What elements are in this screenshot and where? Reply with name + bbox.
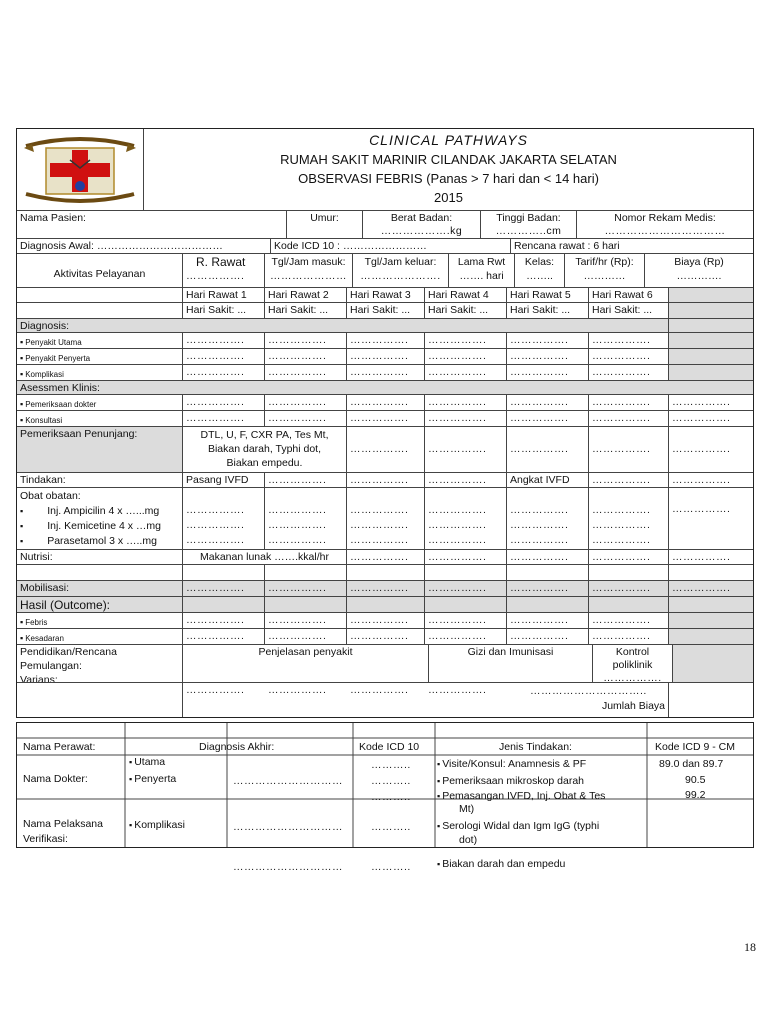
penjelasan-penyakit: Penjelasan penyakit xyxy=(183,645,429,682)
dots-cell[interactable]: ……………. xyxy=(347,613,425,628)
dots-cell: ……………. xyxy=(268,519,327,531)
obat-dots-4[interactable] xyxy=(425,488,507,549)
dots-cell: ……………. xyxy=(428,519,487,531)
tindakan-4-cont: dot) xyxy=(459,834,478,846)
berat-badan-value: ……………….kg xyxy=(380,225,463,237)
dots-cell[interactable]: ……………. xyxy=(589,349,669,364)
dots-cell[interactable]: ……………. xyxy=(347,581,425,596)
dots-cell[interactable]: ……………. xyxy=(265,473,347,487)
jenis-tindakan-label: Jenis Tindakan: xyxy=(499,741,572,753)
penyakit-penyerta-row xyxy=(17,349,753,365)
clinical-pathway-form xyxy=(16,128,754,718)
gizi-imunisasi: Gizi dan Imunisasi xyxy=(429,645,593,682)
dots-cell[interactable]: ……………. xyxy=(183,629,265,644)
mobilisasi-label: Mobilisasi: xyxy=(17,581,183,596)
hari-sakit-2[interactable]: Hari Sakit: ... xyxy=(265,303,347,318)
obat-dots-3[interactable] xyxy=(347,488,425,549)
hari-sakit-6[interactable]: Hari Sakit: ... xyxy=(589,303,669,318)
dots-cell[interactable]: ……………. xyxy=(265,365,347,380)
dots-cell[interactable]: ……………. xyxy=(507,427,589,472)
dots-cell: ……………. xyxy=(186,504,245,516)
dots-cell[interactable]: ……………. xyxy=(183,411,265,426)
lama-rawat-field[interactable] xyxy=(449,254,515,287)
dots-cell[interactable]: ……………. xyxy=(672,396,731,408)
biaya-value: …………. xyxy=(676,270,722,282)
kelas-value: …….. xyxy=(526,270,553,282)
dots-cell[interactable]: ……………. xyxy=(425,333,507,348)
obat-row xyxy=(17,488,753,550)
hari-sakit-5[interactable]: Hari Sakit: ... xyxy=(507,303,589,318)
dots-cell[interactable]: ……………. xyxy=(507,333,589,348)
dots-cell: ……………. xyxy=(186,519,245,531)
dots-cell[interactable]: ……………. xyxy=(672,582,731,594)
penunjang-line-1: DTL, U, F, CXR PA, Tes Mt, xyxy=(200,429,329,441)
obat-dots-6[interactable] xyxy=(589,488,669,549)
obat-item-3 xyxy=(20,534,179,549)
dots-cell[interactable]: ……………. xyxy=(425,349,507,364)
dots-cell[interactable]: ……………. xyxy=(347,349,425,364)
kode-icd9-label: Kode ICD 9 - CM xyxy=(655,741,735,753)
dots-cell: ……………. xyxy=(350,534,409,546)
diag-komplikasi-label: ▪ Komplikasi xyxy=(129,819,185,831)
kontrol-poliklinik xyxy=(593,645,673,682)
dots-cell: ……………. xyxy=(592,519,651,531)
tindakan-4: ▪ Serologi Widal dan Igm IgG (typhi xyxy=(437,820,599,832)
diag-penyerta-label: ▪ Penyerta xyxy=(129,773,176,785)
dots-cell[interactable]: ……………. xyxy=(183,349,265,364)
dots-cell[interactable]: ……………. xyxy=(425,581,507,596)
lama-rawat-value: ……. hari xyxy=(459,270,504,282)
diag-extra-dots[interactable]: ………………………… xyxy=(233,861,343,873)
rencana-rawat: Rencana rawat : 6 hari xyxy=(514,240,620,252)
kesadaran-row xyxy=(17,629,753,645)
dots-cell[interactable]: ……………. xyxy=(425,427,507,472)
hari-sakit-row xyxy=(17,303,753,319)
penyakit-utama-label: ▪ Penyakit Utama xyxy=(17,333,183,348)
dots-cell[interactable]: ……………. xyxy=(183,365,265,380)
dots-cell[interactable]: ……………. xyxy=(347,411,425,426)
dots-cell: ……………. xyxy=(510,519,569,531)
febris-row xyxy=(17,613,753,629)
form-year: 2015 xyxy=(434,190,463,205)
kesadaran-label: ▪ Kesadaran xyxy=(17,629,183,644)
dots-cell[interactable]: ……………. xyxy=(347,333,425,348)
verification-section xyxy=(16,722,754,873)
rekam-medis-value: …………………………… xyxy=(604,225,726,237)
dots-cell: ……………. xyxy=(592,534,651,546)
dots-cell[interactable]: ……………. xyxy=(589,581,669,596)
nama-perawat-field[interactable]: Nama Perawat: xyxy=(23,741,96,753)
icd10-dots-5[interactable]: ……….. xyxy=(371,861,411,873)
hospital-logo xyxy=(17,129,144,211)
obat-item-1 xyxy=(20,504,179,519)
header-titles xyxy=(144,129,753,210)
lama-rawat-label: Lama Rwt xyxy=(457,256,506,268)
dots-cell[interactable]: ……………. xyxy=(425,473,507,487)
hospital-name: RUMAH SAKIT MARINIR CILANDAK JAKARTA SELATAN xyxy=(280,152,617,167)
dots-cell: ……………. xyxy=(268,534,327,546)
tindakan-3-cont: Mt) xyxy=(459,803,475,815)
pasang-ivfd: Pasang IVFD xyxy=(183,473,265,487)
hasil-outcome-label: Hasil (Outcome): xyxy=(17,597,183,612)
hari-rawat-row xyxy=(17,288,753,303)
dots-cell: ……………. xyxy=(268,684,327,696)
pemulangan-label: Pemulangan: xyxy=(20,660,82,672)
obat-1-text: Inj. Ampicilin 4 x …...mg xyxy=(47,505,160,517)
angkat-ivfd: Angkat IVFD xyxy=(507,473,589,487)
rekam-medis-label: Nomor Rekam Medis: xyxy=(614,212,716,224)
penyakit-penyerta-label: ▪ Penyakit Penyerta xyxy=(17,349,183,364)
hari-rawat-5: Hari Rawat 5 xyxy=(507,288,589,302)
icd10-dots-2[interactable]: ……….. xyxy=(371,775,411,787)
tindakan-2: ▪ Pemeriksaan mikroskop darah xyxy=(437,775,584,787)
icd10-dots-3[interactable]: ……….. xyxy=(371,791,411,803)
tindakan-1: ▪ Visite/Konsul: Anamnesis & PF xyxy=(437,758,586,770)
poliklinik-label: poliklinik xyxy=(612,659,653,671)
mobilisasi-row xyxy=(17,581,753,597)
diagnosis-section-label: Diagnosis: xyxy=(17,319,669,332)
tgl-masuk-label: Tgl/Jam masuk: xyxy=(271,256,346,268)
berat-badan-field[interactable] xyxy=(363,211,481,238)
obat-label: Obat obatan: xyxy=(20,490,81,502)
tgl-keluar-field[interactable] xyxy=(353,254,449,287)
jumlah-dots: ………………………….. xyxy=(530,685,647,697)
dots-cell[interactable]: ……………. xyxy=(589,427,669,472)
biaya-field[interactable] xyxy=(645,254,753,287)
dots-cell[interactable]: ……………. xyxy=(589,613,669,628)
hari-rawat-3: Hari Rawat 3 xyxy=(347,288,425,302)
umur-field[interactable]: Umur: xyxy=(287,211,363,238)
icd9-code-1: 89.0 dan 89.7 xyxy=(659,758,724,770)
hari-rawat-2: Hari Rawat 2 xyxy=(265,288,347,302)
ruang-rawat-value: ……………. xyxy=(186,270,245,282)
hari-sakit-1[interactable]: Hari Sakit: ... xyxy=(183,303,265,318)
diag-utama-label: ▪ Utama xyxy=(129,756,165,768)
tinggi-badan-value: …………..cm xyxy=(495,225,562,237)
asesmen-section-label: Asessmen Klinis: xyxy=(20,382,100,394)
dots-cell: ……………. xyxy=(592,504,651,516)
dots-cell[interactable]: ……………. xyxy=(507,411,589,426)
kontrol-label: Kontrol xyxy=(615,646,650,658)
dots-cell: ……………. xyxy=(350,504,409,516)
icd9-code-2: 90.5 xyxy=(685,774,706,786)
dots-cell[interactable]: ……………. xyxy=(507,395,589,410)
diagnosis-awal-field[interactable]: Diagnosis Awal: ……………………………… xyxy=(17,239,271,253)
dots-cell[interactable]: ……………. xyxy=(507,365,589,380)
dots-cell[interactable]: ……………. xyxy=(672,412,731,424)
page-number: 18 xyxy=(744,940,756,954)
form-title: CLINICAL PATHWAYS xyxy=(369,132,528,148)
febris-label: ▪ Febris xyxy=(17,613,183,628)
dots-cell[interactable]: ……………. xyxy=(347,365,425,380)
kelas-field[interactable] xyxy=(515,254,565,287)
verifikasi-field[interactable]: Verifikasi: xyxy=(23,833,68,845)
biaya-label: Biaya (Rp) xyxy=(674,256,724,268)
komplikasi-row xyxy=(17,365,753,381)
berat-badan-label: Berat Badan: xyxy=(390,212,453,224)
obat-dots-5[interactable] xyxy=(507,488,589,549)
nama-pelaksana-field[interactable]: Nama Pelaksana xyxy=(23,818,103,830)
pendidikan-labels xyxy=(17,645,183,682)
nama-dokter-field[interactable]: Nama Dokter: xyxy=(23,773,88,785)
dots-cell: ……………. xyxy=(603,672,662,682)
tarif-label: Tarif/hr (Rp): xyxy=(575,256,634,268)
kelas-label: Kelas: xyxy=(524,256,555,268)
dots-cell[interactable]: ……………. xyxy=(507,613,589,628)
dots-cell: ……………. xyxy=(428,504,487,516)
dots-cell[interactable]: ……………. xyxy=(183,581,265,596)
red-cross-emblem-icon xyxy=(20,134,140,206)
ruang-rawat-label: R. Rawat xyxy=(196,255,246,269)
dots-cell[interactable]: ……………. xyxy=(347,395,425,410)
dots-cell[interactable]: ……………. xyxy=(507,581,589,596)
obat-list xyxy=(17,488,183,549)
hari-sakit-3[interactable]: Hari Sakit: ... xyxy=(347,303,425,318)
varians-label: Varians: xyxy=(20,674,58,682)
dots-cell[interactable]: ……………. xyxy=(347,550,425,564)
tgl-masuk-value: ………………… xyxy=(270,270,347,282)
dots-cell[interactable]: ……………. xyxy=(589,395,669,410)
diag-penyerta-dots[interactable]: ………………………… xyxy=(233,775,343,787)
tgl-keluar-label: Tgl/Jam keluar: xyxy=(364,256,437,268)
penunjang-tests xyxy=(183,427,347,472)
ruang-rawat-field[interactable] xyxy=(183,254,265,287)
tinggi-badan-field[interactable] xyxy=(481,211,577,238)
nutrisi-label: Nutrisi: xyxy=(17,550,183,564)
penunjang-line-3: Biakan empedu. xyxy=(226,457,303,469)
dots-cell[interactable]: ……………. xyxy=(672,443,731,455)
dots-cell: ……………. xyxy=(510,504,569,516)
tinggi-badan-label: Tinggi Badan: xyxy=(496,212,561,224)
jumlah-biaya-label: Jumlah Biaya xyxy=(601,700,665,712)
pendidikan-label: Pendidikan/Rencana xyxy=(20,646,117,658)
dots-cell[interactable]: ……………. xyxy=(589,550,669,564)
dots-cell[interactable]: ……………. xyxy=(183,333,265,348)
dots-cell: ……………. xyxy=(428,534,487,546)
icd10-dots-4[interactable]: ……….. xyxy=(371,821,411,833)
hari-rawat-4: Hari Rawat 4 xyxy=(425,288,507,302)
jumlah-biaya-cell xyxy=(507,683,669,717)
tarif-field[interactable] xyxy=(565,254,645,287)
dots-cell[interactable]: ……………. xyxy=(425,613,507,628)
dots-cell: ……………. xyxy=(186,684,245,696)
icd10-dots-1[interactable]: ……….. xyxy=(371,759,411,771)
dots-cell[interactable]: ……………. xyxy=(183,395,265,410)
nutrisi-row xyxy=(17,550,753,565)
nama-pasien-field[interactable]: Nama Pasien: xyxy=(17,211,287,238)
komplikasi-label: ▪ Komplikasi xyxy=(17,365,183,380)
makanan-lunak: Makanan lunak …….kkal/hr xyxy=(183,550,347,564)
dots-cell[interactable]: ……………. xyxy=(589,629,669,644)
obat-dots-1[interactable] xyxy=(183,488,265,549)
penunjang-label: Pemeriksaan Penunjang: xyxy=(17,427,183,472)
pendidikan-row xyxy=(17,645,753,683)
tindakan-row xyxy=(17,473,753,488)
pemeriksaan-dokter-label: ▪ Pemeriksaan dokter xyxy=(17,395,183,410)
penyakit-utama-row xyxy=(17,333,753,349)
dots-cell[interactable]: ……………. xyxy=(672,474,731,486)
kode-icd10-label: Kode ICD 10 xyxy=(359,741,420,753)
dots-cell[interactable]: ……………. xyxy=(265,395,347,410)
dots-cell: ……………. xyxy=(428,684,487,696)
hari-sakit-4[interactable]: Hari Sakit: ... xyxy=(425,303,507,318)
dots-cell[interactable]: ……………. xyxy=(265,581,347,596)
tindakan-3: ▪ Pemasangan IVFD, Inj. Obat & Tes xyxy=(437,790,605,802)
tgl-keluar-value: …………………. xyxy=(360,270,441,282)
obat-2-text: Inj. Kemicetine 4 x …mg xyxy=(47,520,161,532)
diagnosis-akhir-label: Diagnosis Akhir: xyxy=(199,741,275,753)
dots-cell: ……………. xyxy=(350,519,409,531)
dots-cell[interactable]: ……………. xyxy=(347,427,425,472)
obat-biaya[interactable]: ……………. xyxy=(672,503,731,515)
penunjang-row xyxy=(17,427,753,473)
dots-cell[interactable]: ……………. xyxy=(425,550,507,564)
dots-cell[interactable]: ……………. xyxy=(265,613,347,628)
dots-cell[interactable]: ……………. xyxy=(265,411,347,426)
dots-cell: ……………. xyxy=(510,534,569,546)
obat-dots-2[interactable] xyxy=(265,488,347,549)
dots-cell[interactable]: ……………. xyxy=(347,629,425,644)
dots-cell[interactable]: ……………. xyxy=(265,349,347,364)
pemeriksaan-dokter-row xyxy=(17,395,753,411)
aktivitas-pelayanan-label: Aktivitas Pelayanan xyxy=(17,254,183,287)
tarif-value: ………… xyxy=(583,270,626,282)
dots-cell[interactable]: ……………. xyxy=(347,473,425,487)
hari-rawat-1: Hari Rawat 1 xyxy=(183,288,265,302)
dots-cell[interactable]: ……………. xyxy=(183,613,265,628)
penunjang-line-2: Biakan darah, Typhi dot, xyxy=(207,443,322,455)
kode-icd10-field[interactable]: Kode ICD 10 : …………………… xyxy=(271,239,511,253)
hari-rawat-6: Hari Rawat 6 xyxy=(589,288,669,302)
dots-cell: ……………. xyxy=(268,504,327,516)
dots-cell: ……………. xyxy=(186,534,245,546)
dots-cell[interactable]: ……………. xyxy=(589,473,669,487)
dots-cell[interactable]: ……………. xyxy=(589,411,669,426)
dots-cell[interactable]: ……………. xyxy=(265,629,347,644)
obat-item-2 xyxy=(20,519,179,534)
dots-cell[interactable]: ……………. xyxy=(589,365,669,380)
icd9-code-3: 99.2 xyxy=(685,789,706,801)
dots-cell[interactable]: ……………. xyxy=(425,395,507,410)
dots-cell[interactable]: ……………. xyxy=(425,365,507,380)
obat-3-text: Parasetamol 3 x …..mg xyxy=(47,535,157,547)
konsultasi-row xyxy=(17,411,753,427)
konsultasi-label: ▪ Konsultasi xyxy=(17,411,183,426)
tindakan-label: Tindakan: xyxy=(17,473,183,487)
tindakan-5: ▪ Biakan darah dan empedu xyxy=(437,858,565,870)
pathway-subtitle: OBSERVASI FEBRIS (Panas > 7 hari dan < 14 hari) xyxy=(298,171,599,186)
dots-cell[interactable]: ……………. xyxy=(507,550,589,564)
dots-cell[interactable]: ……………. xyxy=(425,411,507,426)
tgl-masuk-field[interactable] xyxy=(265,254,353,287)
rekam-medis-field[interactable] xyxy=(577,211,753,238)
dots-cell[interactable]: ……………. xyxy=(265,333,347,348)
dots-cell[interactable]: ……………. xyxy=(425,629,507,644)
dots-cell[interactable]: ……………. xyxy=(507,629,589,644)
dots-cell[interactable]: ……………. xyxy=(589,333,669,348)
jumlah-biaya-row xyxy=(17,683,753,717)
dots-cell[interactable]: ……………. xyxy=(672,551,731,563)
dots-cell: ……………. xyxy=(350,684,409,696)
dots-cell[interactable]: ……………. xyxy=(507,349,589,364)
diag-komplikasi-dots[interactable]: ………………………… xyxy=(233,821,343,833)
